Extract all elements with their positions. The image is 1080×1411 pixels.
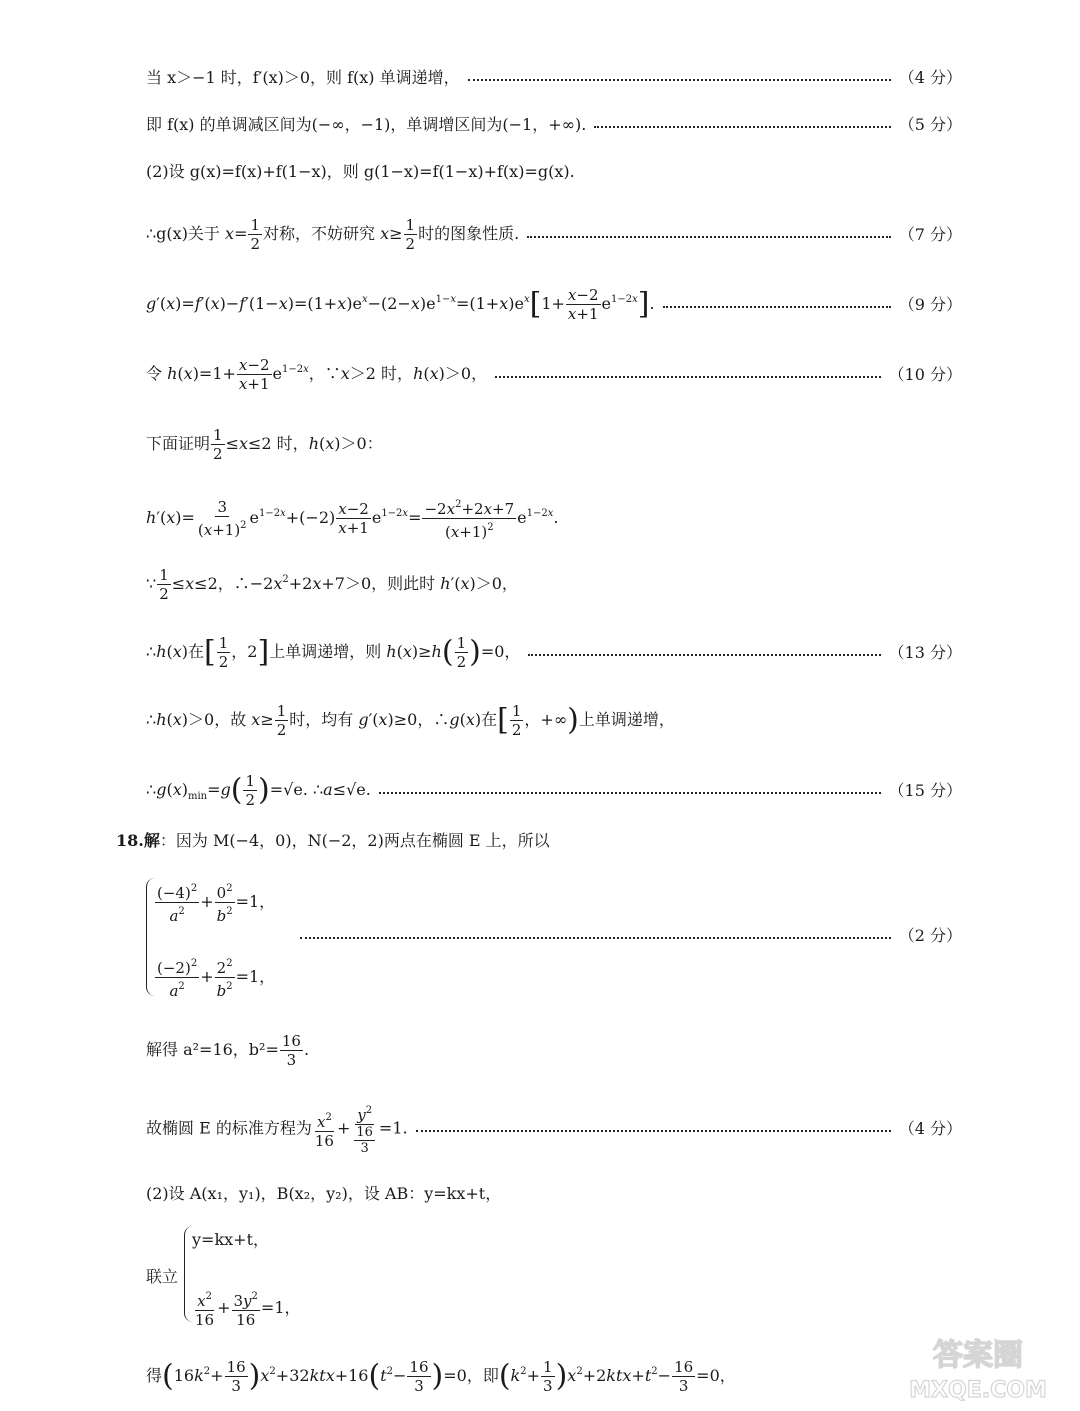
line-text: h′(x)= $\frac{3}{(x+1)^2}$ $e^{1-2x}+(-2)$ $\frac{x-2}{x+1}$ $e^{1-2x}=$ $\frac{-2x^2+2x+7}{(x+1)^2}$ $e^{1-2x}$.	[146, 498, 559, 541]
solution-line-11	[146, 702, 962, 739]
score-label: （7 分）	[898, 224, 962, 244]
solution-line-1	[146, 66, 962, 90]
score-label: （2 分）	[898, 926, 962, 945]
question-18-header	[116, 829, 962, 853]
line-text: 即 f(x) 的单调减区间为(−∞，−1)，单调增区间为(−1，+∞).	[146, 115, 587, 134]
line-text: ∴g(x)关于 x= $\frac{1}{2}$ 对称，不妨研究 x≥ $\frac{1}{2}$ 时的图象性质.	[146, 216, 520, 253]
line-text: 当 x＞−1 时，f′(x)＞0，则 f(x) 单调递增，	[146, 68, 460, 87]
score-label: （10 分）	[888, 364, 962, 384]
leader-dots	[663, 306, 891, 308]
simultaneous-label: 联立	[146, 1267, 179, 1286]
solution-line-12	[146, 772, 962, 809]
line-text: ∴h(x)＞0，故 x≥ $\frac{1}{2}$ 时，均有 g′(x)≥0，∴g(x)在[ $\frac{1}{2}$ ，+∞)上单调递增，	[146, 702, 675, 739]
line-text: ：因为 M(−4，0)，N(−2，2)两点在椭圆 E 上，所以	[159, 831, 550, 850]
solution-line-15: 故椭圆 E 的标准方程为 $\frac{x^2}{16}$ + $\frac{y^2}{\frac{16}{3}}$ =1. （4 分）	[146, 1102, 962, 1156]
watermark-logo	[898, 1325, 1058, 1405]
leader-dots	[594, 126, 890, 128]
leader-dots	[300, 937, 891, 939]
score-label: （5 分）	[898, 115, 962, 134]
leader-dots	[416, 1130, 891, 1132]
solve-label: 解	[143, 831, 160, 850]
line-text: (2)设 g(x)=f(x)+f(1−x)，则 g(1−x)=f(1−x)+f(x)=g(x).	[146, 162, 575, 181]
score-label: （13 分）	[888, 642, 962, 662]
solution-line-16	[146, 1182, 962, 1206]
line-text: (2)设 A(x₁，y₁)，B(x₂，y₂)，设 AB：y=kx+t，	[146, 1184, 502, 1203]
solution-line-6	[146, 356, 962, 393]
score-label: （15 分）	[888, 780, 962, 800]
simultaneous-eq-1: y=kx+t，	[192, 1230, 270, 1249]
leader-dots	[528, 654, 880, 656]
score-label: （9 分）	[898, 294, 962, 314]
score-label: （4 分）	[898, 1119, 962, 1138]
score-label: （4 分）	[898, 68, 962, 87]
solution-line-4	[146, 216, 962, 253]
solution-line-2	[146, 113, 962, 137]
system-eq-1: $\frac{(-4)^2}{a^2}$ + $\frac{0^2}{b^2}$ =1，	[154, 880, 275, 925]
system-score-line	[300, 924, 962, 948]
leader-dots	[468, 79, 891, 81]
solution-line-10	[146, 634, 962, 671]
solution-line-3	[146, 160, 962, 184]
question-number: 18.	[116, 831, 144, 850]
solution-line-9	[146, 566, 962, 603]
line-text: 解得 a²=16，b²=	[146, 1040, 279, 1059]
svg-text:答案圈: 答案圈	[933, 1338, 1023, 1373]
leader-dots	[379, 792, 881, 794]
line-text: $\therefore g(x)_{min}=g$( $\frac{1}{2}$ )=√e. ∴a≤√e.	[146, 772, 371, 809]
line-text: ∴h(x)在[ $\frac{1}{2}$ ，2]上单调递增，则 h(x)≥h( $\frac{1}{2}$ )=0，	[146, 634, 521, 671]
system-eq-2: $\frac{(-2)^2}{a^2}$ + $\frac{2^2}{b^2}$ =1，	[154, 955, 275, 1000]
leader-dots	[495, 376, 880, 378]
line-text: 故椭圆 E 的标准方程为	[146, 1118, 312, 1138]
solution-line-14: 解得 a²=16，b²= $\frac{16}{3}$ .	[146, 1032, 310, 1069]
line-text: 下面证明 $\frac{1}{2}$ ≤x≤2 时，h(x)＞0：	[146, 426, 383, 463]
solution-line-7	[146, 426, 962, 463]
simultaneous-eq-2: $\frac{x^2}{16}$ + $\frac{3y^2}{16}$ =1，	[192, 1288, 301, 1329]
solution-line-5	[146, 286, 962, 323]
solution-line-18: 得($16k^2+$ $\frac{16}{3}$ )$x^2+32ktx+16(t^2-$ $\frac{16}{3}$ )=0，即($k^2+$ $\frac{1}{3}$ )$x^2+2ktx+t^2-$ $\frac{16}{3}$ =0，	[146, 1358, 736, 1395]
solution-line-8	[146, 496, 962, 541]
svg-text:MXQE.COM: MXQE.COM	[909, 1378, 1047, 1403]
line-text: $g'(x)=f'(x)-f'(1-x)=(1+x)e^x-(2-x)e^{1-x}=(1+x)e^x[1+$ $\frac{x-2}{x+1}$ $e^{1-2x}$].	[146, 286, 655, 323]
line-text: ∵ $\frac{1}{2}$ ≤x≤2，$\therefore-2x^2+2x+7>0$，则此时 h′(x)＞0，	[146, 566, 518, 603]
leader-dots	[527, 236, 891, 238]
line-text: 令 h(x)=1+ $\frac{x-2}{x+1}$ $e^{1-2x}$，∵x＞2 时，h(x)＞0，	[146, 356, 488, 393]
